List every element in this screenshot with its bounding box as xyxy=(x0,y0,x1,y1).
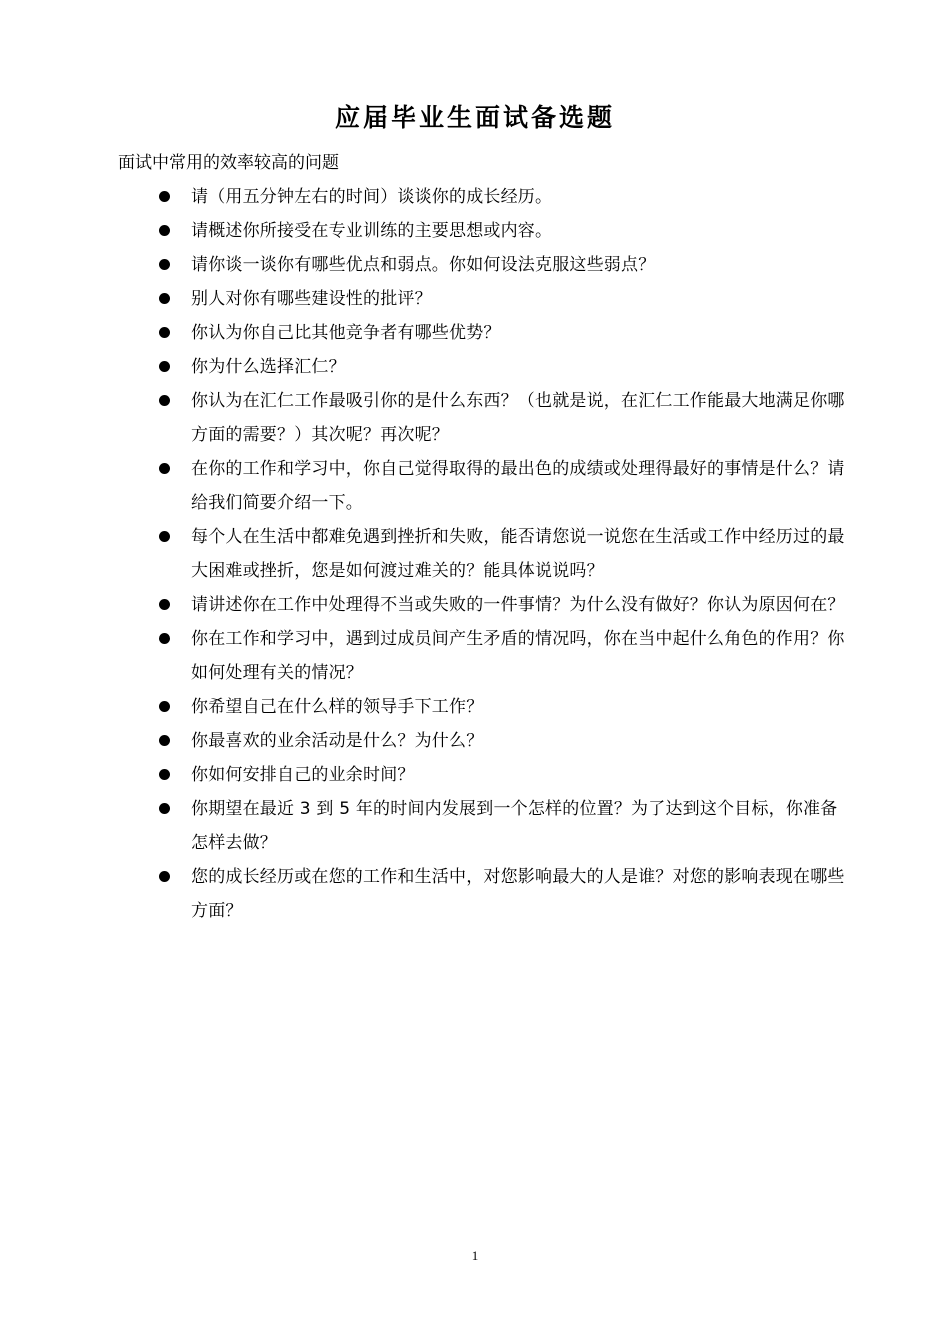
question-text: 请你谈一谈你有哪些优点和弱点。你如何设法克服这些弱点？ xyxy=(191,255,656,275)
bullet-icon xyxy=(159,191,170,202)
bullet-icon xyxy=(159,361,170,372)
bullet-icon xyxy=(159,531,170,542)
bullet-icon xyxy=(159,769,170,780)
bullet-icon xyxy=(159,803,170,814)
question-item xyxy=(158,860,848,928)
question-item xyxy=(158,724,848,758)
question-text: 请（用五分钟左右的时间）谈谈你的成长经历。 xyxy=(191,187,553,207)
question-text: 你期望在最近 3 到 5 年的时间内发展到一个怎样的位置？为了达到这个目标，你准备怎样去做？ xyxy=(191,799,838,853)
question-item xyxy=(158,452,848,520)
question-text: 请讲述你在工作中处理得不当或失败的一件事情？为什么没有做好？你认为原因何在？ xyxy=(191,595,845,615)
question-item xyxy=(158,214,848,248)
question-text: 每个人在生活中都难免遇到挫折和失败，能否请您说一说您在生活或工作中经历过的最大困难或挫折，您是如何渡过难关的？能具体说说吗？ xyxy=(191,527,845,581)
bullet-icon xyxy=(159,871,170,882)
question-item xyxy=(158,282,848,316)
question-item xyxy=(158,350,848,384)
bullet-icon xyxy=(159,633,170,644)
bullet-icon xyxy=(159,701,170,712)
question-item xyxy=(158,180,848,214)
question-item xyxy=(158,622,848,690)
question-item xyxy=(158,316,848,350)
question-text: 你最喜欢的业余活动是什么？为什么？ xyxy=(191,731,484,751)
question-text: 请概述你所接受在专业训练的主要思想或内容。 xyxy=(191,221,553,241)
question-text: 你认为你自己比其他竞争者有哪些优势？ xyxy=(191,323,501,343)
question-item xyxy=(158,248,848,282)
question-item xyxy=(158,792,848,860)
question-item xyxy=(158,690,848,724)
bullet-icon xyxy=(159,327,170,338)
bullet-icon xyxy=(159,395,170,406)
question-text: 在你的工作和学习中，你自己觉得取得的最出色的成绩或处理得最好的事情是什么？请给我们简要介绍一下。 xyxy=(191,459,845,513)
question-list xyxy=(158,180,848,928)
question-text: 你如何安排自己的业余时间？ xyxy=(191,765,415,785)
bullet-icon xyxy=(159,293,170,304)
section-subtitle: 面试中常用的效率较高的问题 xyxy=(118,153,339,173)
document-title: 应届毕业生面试备选题 xyxy=(334,103,615,132)
question-item xyxy=(158,588,848,622)
bullet-icon xyxy=(159,599,170,610)
question-text: 您的成长经历或在您的工作和生活中，对您影响最大的人是谁？对您的影响表现在哪些方面？ xyxy=(191,867,845,921)
bullet-icon xyxy=(159,259,170,270)
question-text: 你为什么选择汇仁？ xyxy=(191,357,346,377)
question-text: 你在工作和学习中，遇到过成员间产生矛盾的情况吗，你在当中起什么角色的作用？你如何处理有关的情况？ xyxy=(191,629,845,683)
question-text: 你认为在汇仁工作最吸引你的是什么东西？（也就是说，在汇仁工作能最大地满足你哪方面的需要？）其次呢？再次呢？ xyxy=(191,391,845,445)
bullet-icon xyxy=(159,463,170,474)
question-text: 别人对你有哪些建设性的批评？ xyxy=(191,289,432,309)
question-text: 你希望自己在什么样的领导手下工作？ xyxy=(191,697,484,717)
question-item xyxy=(158,384,848,452)
question-item xyxy=(158,520,848,588)
bullet-icon xyxy=(159,735,170,746)
bullet-icon xyxy=(159,225,170,236)
question-item xyxy=(158,758,848,792)
page-number: 1 xyxy=(471,1248,479,1263)
